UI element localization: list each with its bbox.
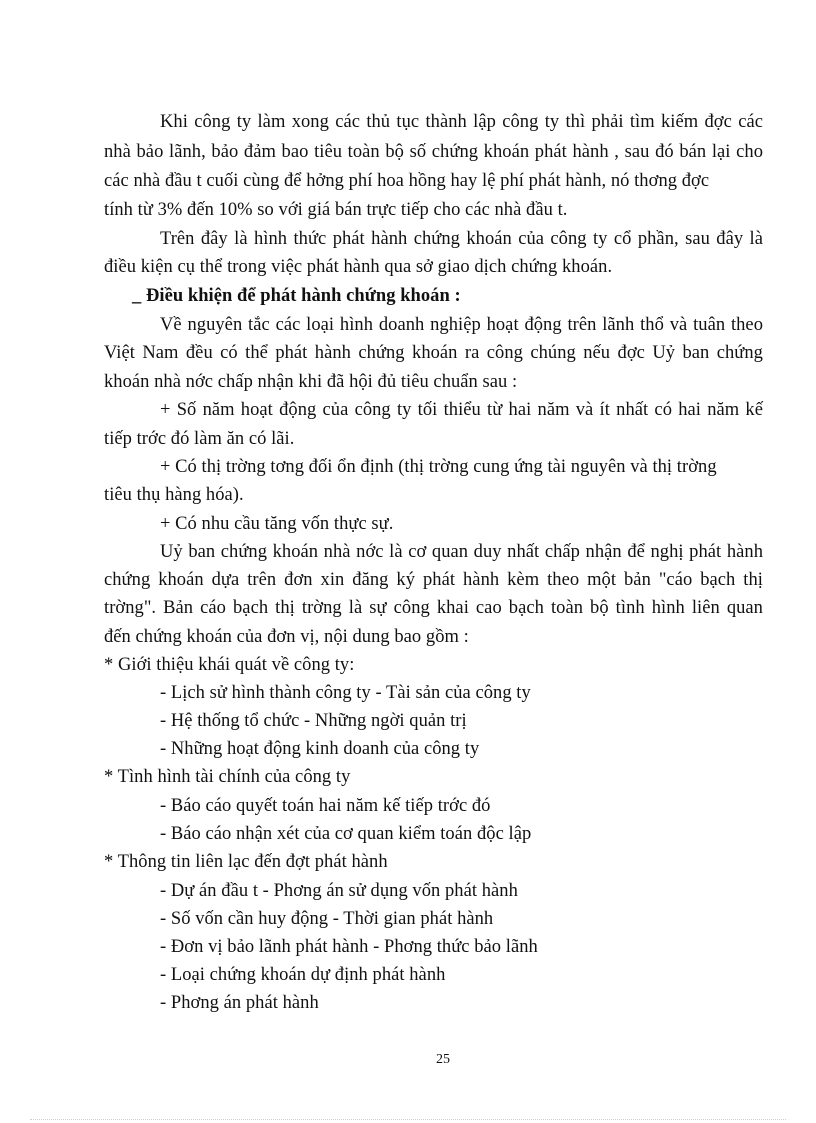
list-item: - Báo cáo quyết toán hai năm kế tiếp trớc đó: [160, 796, 491, 816]
body-line: điều kiện cụ thể trong việc phát hành qua sở giao dịch chứng khoán.: [104, 257, 613, 277]
body-line: chứng khoán dựa trên đơn xin đăng ký phát hành kèm theo một bản "cáo bạch thị: [104, 570, 763, 590]
list-item: - Dự án đầu t - Phơng án sử dụng vốn phát hành: [160, 881, 518, 901]
body-line: đến chứng khoán của đơn vị, nội dung bao gồm :: [104, 627, 469, 647]
list-item: - Lịch sử hình thành công ty - Tài sản của công ty: [160, 683, 531, 703]
body-line: các nhà đầu t cuối cùng để hởng phí hoa hồng hay lệ phí phát hành, nó thơng đợc: [104, 171, 710, 191]
list-item: + Có nhu cầu tăng vốn thực sự.: [160, 514, 394, 534]
list-heading: * Tình hình tài chính của công ty: [104, 767, 351, 787]
list-item: - Đơn vị bảo lãnh phát hành - Phơng thức bảo lãnh: [160, 937, 538, 957]
body-line: Về nguyên tắc các loại hình doanh nghiệp hoạt động trên lãnh thổ và tuân theo: [160, 315, 763, 335]
body-line: tiêu thụ hàng hóa).: [104, 485, 244, 505]
list-heading: * Thông tin liên lạc đến đợt phát hành: [104, 852, 388, 872]
body-line: trờng". Bản cáo bạch thị trờng là sự công khai cao bạch toàn bộ tình hình liên quan: [104, 598, 763, 618]
list-item: - Phơng án phát hành: [160, 993, 319, 1013]
page-number: 25: [436, 1052, 450, 1067]
list-item: - Hệ thống tổ chức - Những ngời quản trị: [160, 711, 467, 731]
body-line: Trên đây là hình thức phát hành chứng khoán của công ty cổ phần, sau đây là: [160, 229, 763, 249]
body-line: tiếp trớc đó làm ăn có lãi.: [104, 429, 295, 449]
list-item: + Có thị trờng tơng đối ổn định (thị trờng cung ứng tài nguyên và thị trờng: [160, 457, 717, 477]
list-item: + Số năm hoạt động của công ty tối thiểu từ hai năm và ít nhất có hai năm kế: [160, 400, 763, 420]
body-line: Uỷ ban chứng khoán nhà nớc là cơ quan duy nhất chấp nhận để nghị phát hành: [160, 542, 763, 562]
list-item: - Số vốn cần huy động - Thời gian phát hành: [160, 909, 494, 929]
body-line: Khi công ty làm xong các thủ tục thành lập công ty thì phải tìm kiếm đợc các: [160, 112, 763, 132]
body-line: nhà bảo lãnh, bảo đảm bao tiêu toàn bộ số chứng khoán phát hành , sau đó bán lại cho: [104, 142, 763, 162]
list-heading: * Giới thiệu khái quát về công ty:: [104, 655, 355, 675]
body-line: tính từ 3% đến 10% so với giá bán trực tiếp cho các nhà đầu t.: [104, 200, 568, 220]
body-line: Việt Nam đều có thể phát hành chứng khoán ra công chúng nếu đợc Uỷ ban chứng: [104, 343, 763, 363]
body-line: khoán nhà nớc chấp nhận khi đã hội đủ tiêu chuẩn sau :: [104, 372, 518, 392]
list-item: - Loại chứng khoán dự định phát hành: [160, 965, 446, 985]
section-heading: _ Điều khiện để phát hành chứng khoán :: [132, 286, 461, 306]
list-item: - Báo cáo nhận xét của cơ quan kiểm toán độc lập: [160, 824, 532, 844]
page-bottom-rule: [30, 1119, 786, 1120]
list-item: - Những hoạt động kinh doanh của công ty: [160, 739, 480, 759]
